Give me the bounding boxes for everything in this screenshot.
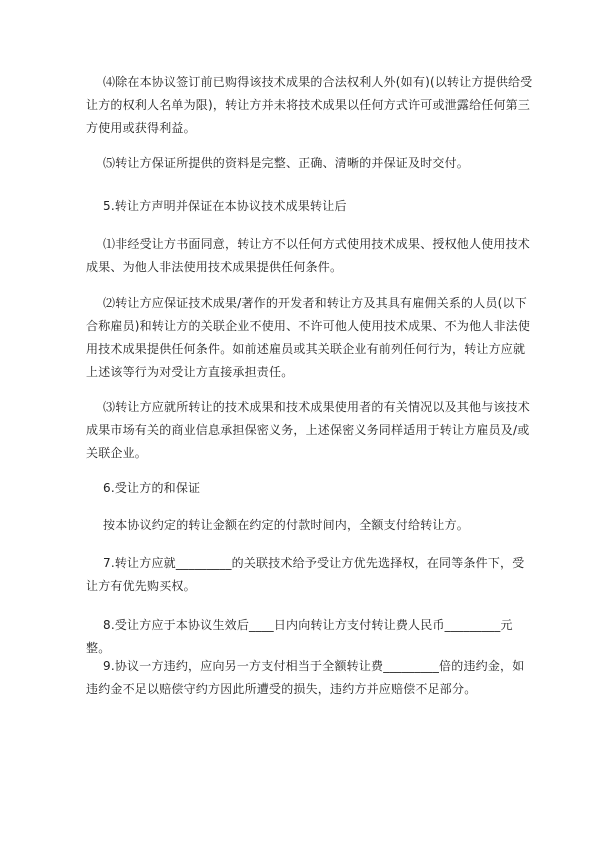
paragraph-4-4: ⑷除在本协议签订前已购得该技术成果的合法权利人外(如有)(以转让方提供给受让方的权利人名单为限)，转让方并未将技术成果以任何方式许可或泄露给任何第三方使用或获得利益。 (86, 75, 533, 135)
section-5-heading: 5.转让方声明并保证在本协议技术成果转让后 (103, 199, 347, 213)
paragraph-7: 7.转让方应就_________的关联技术给予受让方优先选择权，在同等条件下，受让方有优先购买权。 (86, 556, 525, 593)
paragraph-6-body: 按本协议约定的转让金额在约定的付款时间内，全额支付给转让方。 (103, 518, 470, 532)
section-6-heading: 6.受让方的和保证 (103, 481, 201, 495)
paragraph-5-1: ⑴非经受让方书面同意，转让方不以任何方式使用技术成果、授权他人使用技术成果、为他人非法使用技术成果提供任何条件。 (86, 237, 531, 274)
paragraph-5-2: ⑵转让方应保证技术成果/著作的开发者和转让方及其具有雇佣关系的人员(以下合称雇员)和转让方的关联企业不使用、不许可他人使用技术成果、不为他人非法使用技术成果提供任何条件。如前述雇员或其关联企业有前列任何行为，转让方应就上述该等行为对受让方直接承担责任。 (86, 296, 531, 379)
paragraph-5-3: ⑶转让方应就所转让的技术成果和技术成果使用者的有关情况以及其他与该技术成果市场有关的商业信息承担保密义务，上述保密义务同样适用于转让方雇员及/或关联企业。 (86, 400, 531, 460)
paragraph-8: 8.受让方应于本协议生效后____日内向转让方支付转让费人民币_________元整。 (86, 618, 513, 655)
paragraph-4-5: ⑸转让方保证所提供的资料是完整、正确、清晰的并保证及时交付。 (103, 156, 470, 170)
paragraph-9: 9.协议一方违约，应向另一方支付相当于全额转让费_________倍的违约金，如违约金不足以赔偿守约方因此所遭受的损失，违约方并应赔偿不足部分。 (86, 659, 525, 696)
